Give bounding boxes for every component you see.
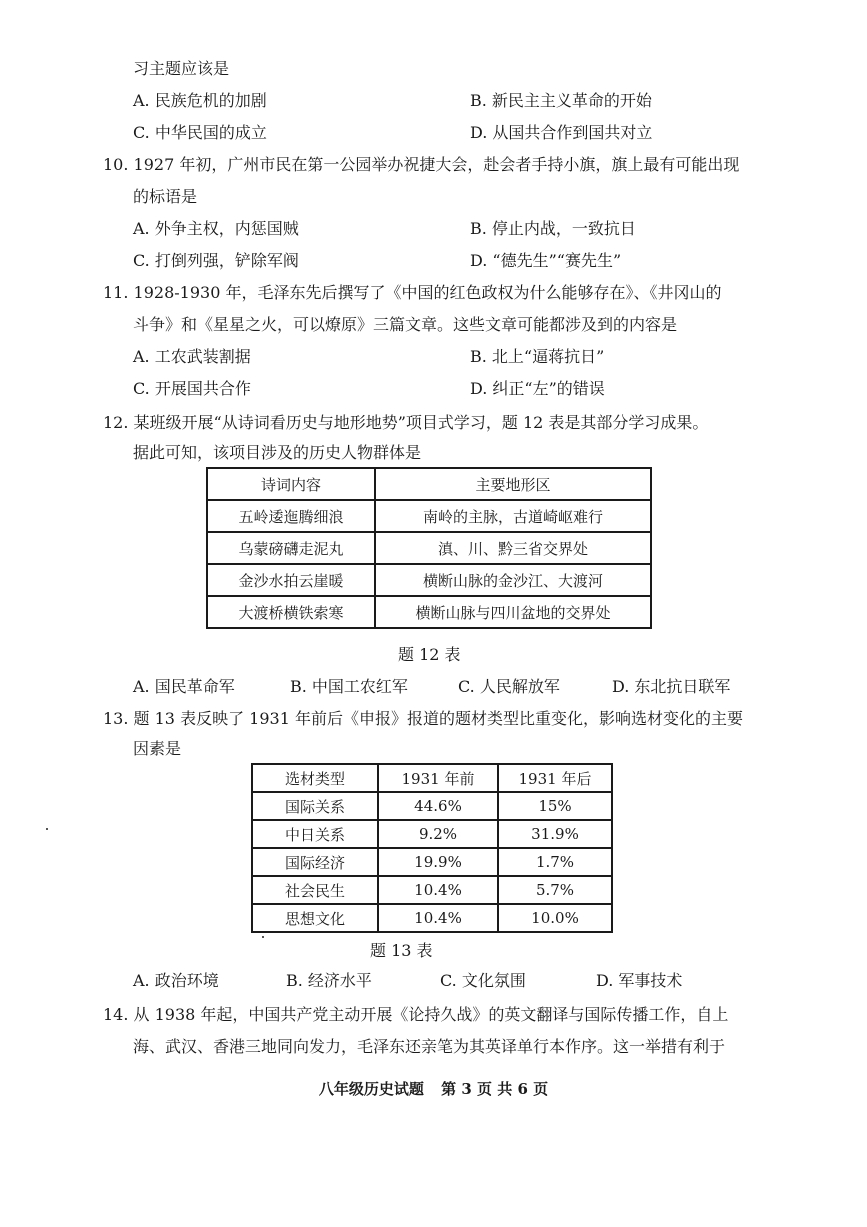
table-cell: 31.9% xyxy=(498,820,612,848)
table-row xyxy=(207,596,651,628)
scan-speck xyxy=(262,936,264,938)
page-footer xyxy=(0,1078,867,1099)
table-header-cell: 诗词内容 xyxy=(207,468,375,500)
table-cell: 9.2% xyxy=(378,820,498,848)
footer-subject: 八年级历史试题 xyxy=(318,1080,424,1098)
q11-option-d: D. 纠正“左”的错误 xyxy=(470,379,605,398)
q10-stem-line2: 的标语是 xyxy=(133,187,198,206)
table-cell: 乌蒙磅礴走泥丸 xyxy=(207,532,375,564)
q11-option-b: B. 北上“逼蒋抗日” xyxy=(470,347,605,366)
table-cell: 5.7% xyxy=(498,876,612,904)
table-header-cell: 1931 年前 xyxy=(378,764,498,792)
q10-option-d: D. “德先生”“赛先生” xyxy=(470,251,622,270)
q11-option-a: A. 工农武装割据 xyxy=(133,347,251,366)
q10-option-c: C. 打倒列强，铲除军阀 xyxy=(133,251,299,270)
q9-option-a: A. 民族危机的加剧 xyxy=(133,91,267,110)
table-row xyxy=(252,848,612,876)
q12-table-caption: 题 12 表 xyxy=(398,645,461,664)
q9-option-d: D. 从国共合作到国共对立 xyxy=(470,123,653,142)
table-header-cell: 主要地形区 xyxy=(375,468,651,500)
table-cell: 南岭的主脉，古道崎岖难行 xyxy=(375,500,651,532)
table-cell: 滇、川、黔三省交界处 xyxy=(375,532,651,564)
q13-option-b: B. 经济水平 xyxy=(286,971,372,990)
table-cell: 社会民生 xyxy=(252,876,378,904)
q12-stem-line1: 12. 某班级开展“从诗词看历史与地形地势”项目式学习，题 12 表是其部分学习成果。 xyxy=(103,413,709,432)
q13-option-c: C. 文化氛围 xyxy=(440,971,526,990)
table-header-row xyxy=(252,764,612,792)
table-row xyxy=(207,500,651,532)
table-header-cell: 选材类型 xyxy=(252,764,378,792)
q9-option-c: C. 中华民国的成立 xyxy=(133,123,267,142)
scan-speck xyxy=(46,828,48,830)
table-header-row xyxy=(207,468,651,500)
q12-stem-line2: 据此可知，该项目涉及的历史人物群体是 xyxy=(133,443,422,462)
q9-stem-tail: 习主题应该是 xyxy=(133,59,230,78)
q13-option-d: D. 军事技术 xyxy=(596,971,683,990)
table-row xyxy=(252,820,612,848)
table-row xyxy=(252,792,612,820)
table-cell: 44.6% xyxy=(378,792,498,820)
footer-page-number: 第 3 页 共 6 页 xyxy=(441,1080,549,1098)
q11-stem-line1: 11. 1928-1930 年，毛泽东先后撰写了《中国的红色政权为什么能够存在》、《井冈山的 xyxy=(103,283,722,302)
q12-option-d: D. 东北抗日联军 xyxy=(612,677,731,696)
q12-option-c: C. 人民解放军 xyxy=(458,677,560,696)
q13-table xyxy=(251,763,613,933)
table-cell: 横断山脉与四川盆地的交界处 xyxy=(375,596,651,628)
table-row xyxy=(252,876,612,904)
table-cell: 10.4% xyxy=(378,876,498,904)
table-cell: 大渡桥横铁索寒 xyxy=(207,596,375,628)
q12-table xyxy=(206,467,652,629)
table-cell: 15% xyxy=(498,792,612,820)
q11-option-c: C. 开展国共合作 xyxy=(133,379,251,398)
q9-option-b: B. 新民主主义革命的开始 xyxy=(470,91,652,110)
table-cell: 19.9% xyxy=(378,848,498,876)
q14-stem-line1: 14. 从 1938 年起，中国共产党主动开展《论持久战》的英文翻译与国际传播工作，自上 xyxy=(103,1005,729,1024)
q13-option-a: A. 政治环境 xyxy=(133,971,219,990)
table-row xyxy=(207,532,651,564)
table-cell: 10.0% xyxy=(498,904,612,932)
table-cell: 10.4% xyxy=(378,904,498,932)
table-cell: 五岭逶迤腾细浪 xyxy=(207,500,375,532)
q13-stem-line1: 13. 题 13 表反映了 1931 年前后《申报》报道的题材类型比重变化，影响选材变化的主要 xyxy=(103,709,743,728)
q14-stem-line2: 海、武汉、香港三地同向发力，毛泽东还亲笔为其英译单行本作序。这一举措有利于 xyxy=(133,1037,726,1056)
q13-table-caption: 题 13 表 xyxy=(370,941,433,960)
table-cell: 中日关系 xyxy=(252,820,378,848)
q10-option-a: A. 外争主权，内惩国贼 xyxy=(133,219,299,238)
table-row xyxy=(252,904,612,932)
table-cell: 横断山脉的金沙江、大渡河 xyxy=(375,564,651,596)
table-cell: 金沙水拍云崖暖 xyxy=(207,564,375,596)
table-header-cell: 1931 年后 xyxy=(498,764,612,792)
q11-stem-line2: 斗争》和《星星之火，可以燎原》三篇文章。这些文章可能都涉及到的内容是 xyxy=(133,315,678,334)
table-cell: 1.7% xyxy=(498,848,612,876)
q10-stem-line1: 10. 1927 年初，广州市民在第一公园举办祝捷大会，赴会者手持小旗，旗上最有可能出现 xyxy=(103,155,740,174)
table-cell: 思想文化 xyxy=(252,904,378,932)
table-cell: 国际经济 xyxy=(252,848,378,876)
table-cell: 国际关系 xyxy=(252,792,378,820)
q12-option-b: B. 中国工农红军 xyxy=(290,677,408,696)
q10-option-b: B. 停止内战，一致抗日 xyxy=(470,219,636,238)
q13-stem-line2: 因素是 xyxy=(133,739,182,758)
table-row xyxy=(207,564,651,596)
q12-option-a: A. 国民革命军 xyxy=(133,677,235,696)
